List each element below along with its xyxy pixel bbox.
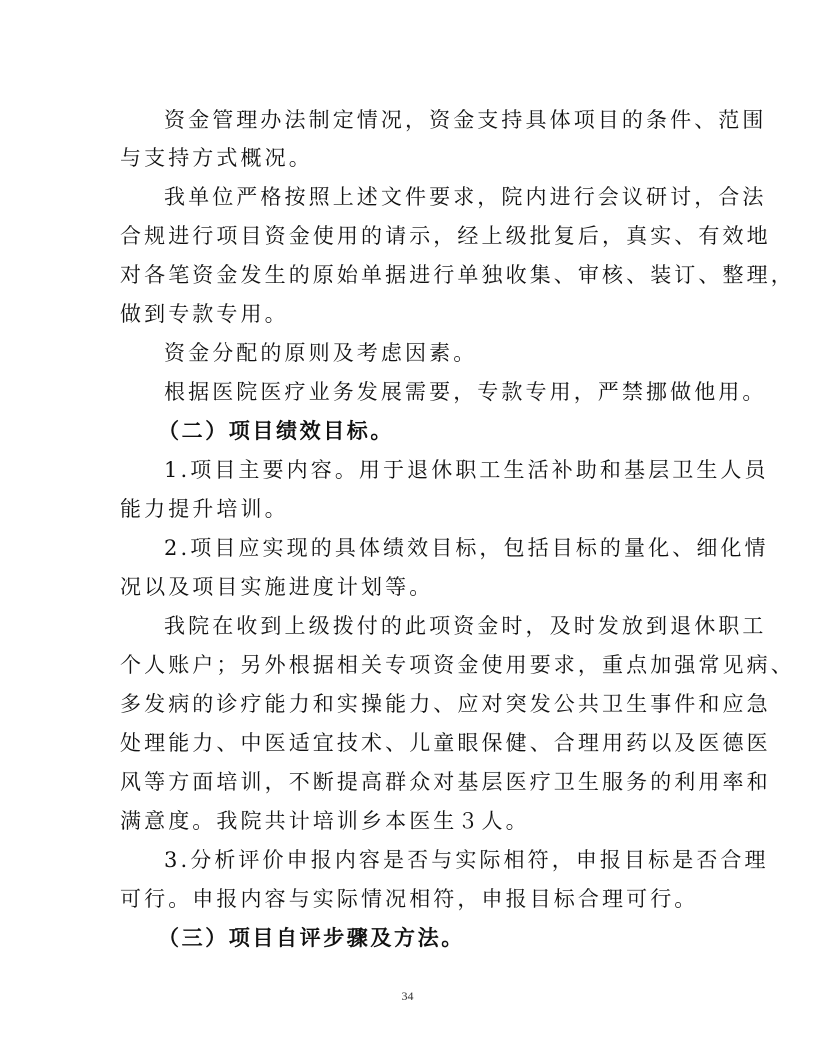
paragraph-line: 资金管理办法制定情况，资金支持具体项目的条件、范围 [164,108,767,132]
paragraph-line: 况以及项目实施进度计划等。 [120,575,434,599]
page-number: 34 [401,989,414,1003]
paragraph-line: 可行。申报内容与实际情况相符，申报目标合理可行。 [120,887,699,911]
paragraph-line: 1.项目主要内容。用于退休职工生活补助和基层卫生人员 [164,458,769,482]
paragraph-line: 风等方面培训，不断提高群众对基层医疗卫生服务的利用率和 [120,770,771,794]
paragraph-line: 做到专款专用。 [120,302,289,326]
paragraph-line: 我单位严格按照上述文件要求，院内进行会议研讨，合法 [164,185,767,209]
paragraph-line: 2.项目应实现的具体绩效目标，包括目标的量化、细化情 [164,536,769,560]
paragraph-line: 个人账户；另外根据相关专项资金使用要求，重点加强常见病、 [120,653,795,677]
section-heading: （三）项目自评步骤及方法。 [158,926,465,950]
paragraph-line: 满意度。我院共计培训乡本医生３人。 [120,809,530,833]
paragraph-line: 资金分配的原则及考虑因素。 [164,341,478,365]
paragraph-line: 处理能力、中医适宜技术、儿童眼保健、合理用药以及医德医 [120,731,771,755]
paragraph-line: 对各笔资金发生的原始单据进行单独收集、审核、装订、整理， [120,263,795,287]
paragraph-line: 合规进行项目资金使用的请示，经上级批复后，真实、有效地 [120,224,771,248]
paragraph-line: 多发病的诊疗能力和实操能力、应对突发公共卫生事件和应急 [120,692,771,716]
paragraph-line: 3.分析评价申报内容是否与实际相符，申报目标是否合理 [164,848,769,872]
section-heading: （二）项目绩效目标。 [158,419,394,443]
paragraph-line: 我院在收到上级拨付的此项资金时，及时发放到退休职工 [164,614,767,638]
paragraph-line: 与支持方式概况。 [120,146,313,170]
paragraph-line: 根据医院医疗业务发展需要，专款专用，严禁挪做他用。 [164,380,767,404]
paragraph-line: 能力提升培训。 [120,497,289,521]
